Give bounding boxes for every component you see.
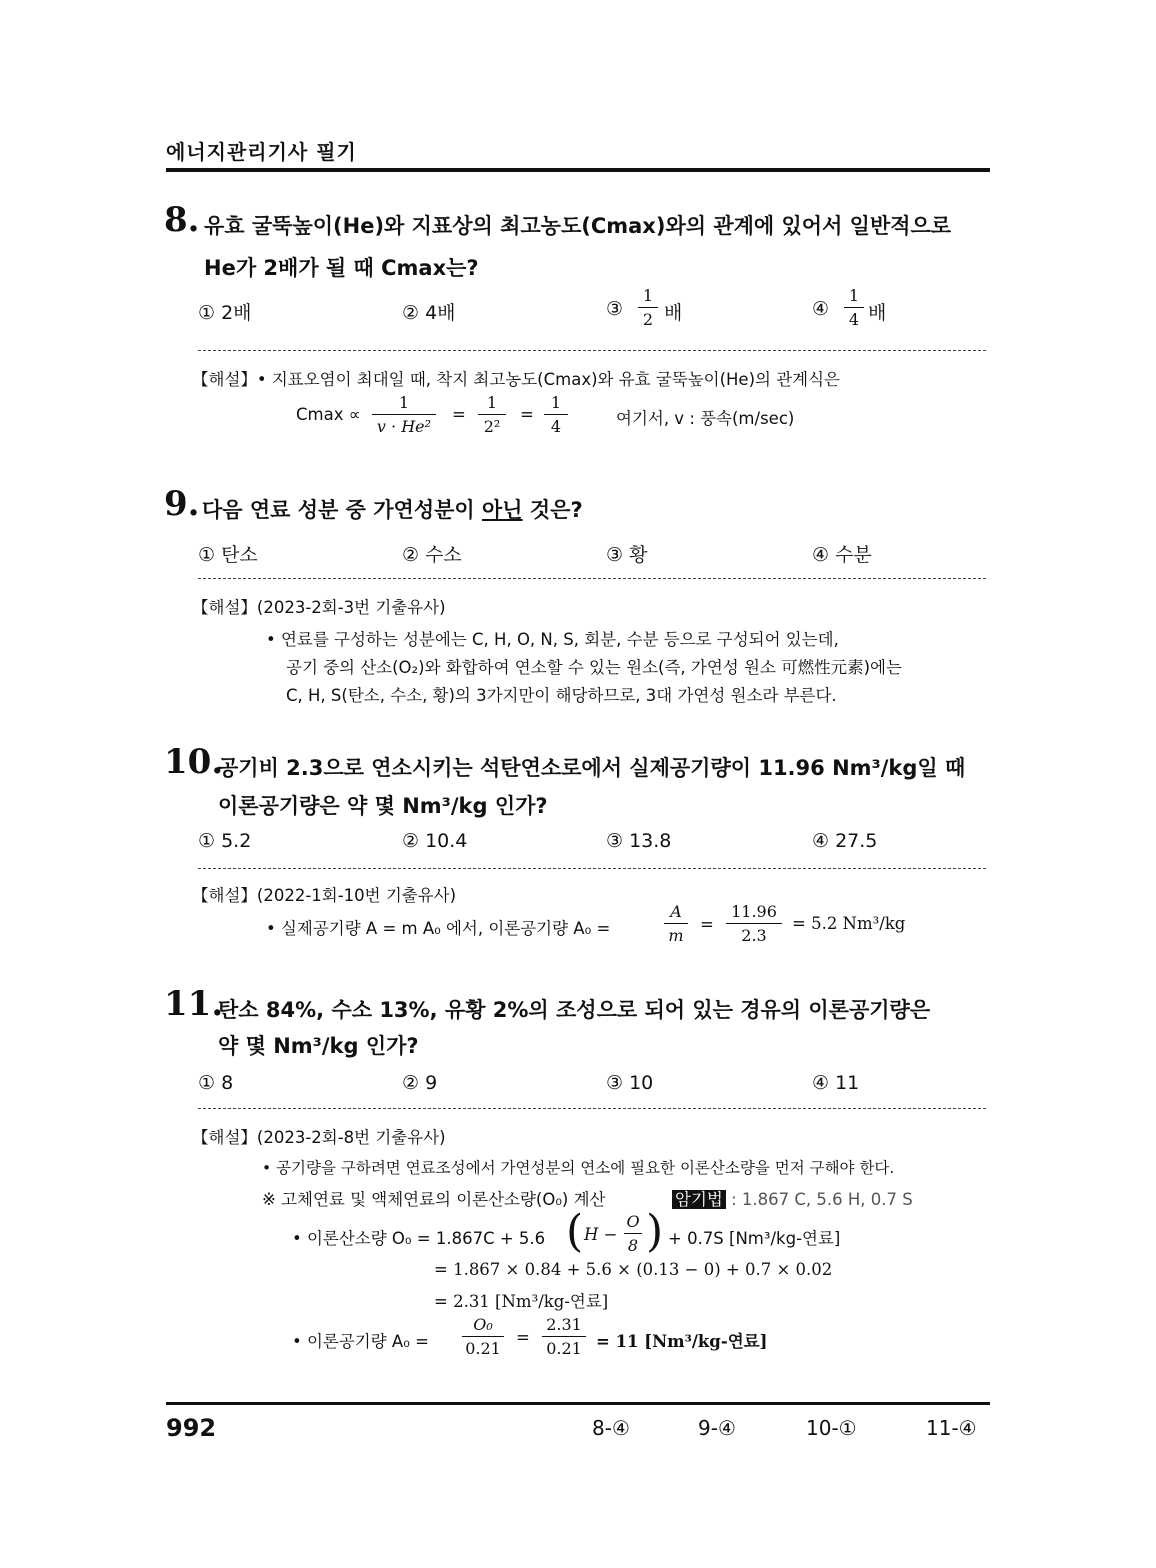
q10-stem-line1: 공기비 2.3으로 연소시키는 석탄연소로에서 실제공기량이 11.96 Nm³/kg일 때: [218, 756, 966, 780]
q8-choice-2[interactable]: ② 4배: [402, 302, 456, 324]
answer-key-10: 10-①: [806, 1416, 857, 1440]
q9-choice-4[interactable]: ④ 수분: [812, 544, 872, 566]
q10-frac2: 11.96 2.3: [726, 902, 782, 945]
paren-open: (: [566, 1206, 584, 1257]
paren-close: ): [646, 1206, 664, 1257]
q11-explanation-source: 【해설】(2023-2회-8번 기출유사): [192, 1128, 446, 1147]
q8-eq1: =: [452, 405, 466, 424]
q11-o0-post: + 0.7S [Nm³/kg-연료]: [668, 1229, 841, 1248]
q11-divider: [198, 1108, 986, 1109]
q11-a0-frac1: O₀ 0.21: [462, 1315, 504, 1358]
footer-rule: [166, 1402, 990, 1405]
q10-eq: =: [700, 915, 714, 934]
q8-choice-3[interactable]: [606, 298, 623, 320]
q8-stem-line2: He가 2배가 될 때 Cmax는?: [204, 256, 479, 280]
q11-choice-2[interactable]: ② 9: [402, 1072, 438, 1094]
q9-expl-line1: • 연료를 구성하는 성분에는 C, H, O, N, S, 회분, 수분 등으로 구성되어 있는데,: [266, 630, 839, 649]
q9-choice-2[interactable]: ② 수소: [402, 544, 462, 566]
q10-choice-1[interactable]: ① 5.2: [198, 830, 252, 852]
q11-expl-line1: • 공기량을 구하려면 연료조성에서 가연성분의 연소에 필요한 이론산소량을 먼저 구해야 한다.: [262, 1159, 895, 1177]
memo-values: : 1.867 C, 5.6 H, 0.7 S: [731, 1190, 913, 1209]
q10-expl-text: • 실제공기량 A = m A₀ 에서, 이론공기량 A₀ =: [266, 919, 611, 938]
q8-choice-4-suffix: 배: [868, 302, 887, 324]
q8-explanation-intro: [192, 366, 840, 390]
q10-choice-2[interactable]: ② 10.4: [402, 830, 468, 852]
q8-choice-4[interactable]: [812, 298, 829, 320]
q8-choice-1[interactable]: ① 2배: [198, 302, 252, 324]
q10-frac1: A m: [664, 902, 688, 945]
q10-divider: [198, 868, 986, 869]
answer-key-8: 8-④: [592, 1416, 630, 1440]
q11-o0-line3: = 2.31 [Nm³/kg-연료]: [434, 1292, 609, 1311]
q11-o0-line2: = 1.867 × 0.84 + 5.6 × (0.13 − 0) + 0.7 × 0.02: [434, 1260, 833, 1279]
q8-choice-4-marker: ④: [812, 298, 830, 320]
q8-formula-frac1: 1 v · He²: [372, 393, 436, 436]
q8-choice-3-suffix: 배: [664, 302, 683, 324]
q9-explanation-source: 【해설】(2023-2회-3번 기출유사): [192, 598, 446, 617]
q11-a0-result: = 11 [Nm³/kg-연료]: [596, 1332, 768, 1351]
q8-stem-line1: 유효 굴뚝높이(He)와 지표상의 최고농도(Cmax)와의 관계에 있어서 일반적으로: [204, 214, 952, 238]
q10-choice-4[interactable]: ④ 27.5: [812, 830, 878, 852]
q8-divider: [198, 350, 986, 351]
q8-choice-3-marker: ③: [606, 298, 624, 320]
q10-result: = 5.2 Nm³/kg: [792, 914, 906, 933]
q11-o0-h: H −: [584, 1225, 618, 1244]
running-header: 에너지관리기사 필기: [166, 140, 357, 164]
q10-stem-line2: 이론공기량은 약 몇 Nm³/kg 인가?: [218, 794, 548, 818]
q11-choice-4[interactable]: ④ 11: [812, 1072, 860, 1094]
page-number: 992: [166, 1414, 217, 1442]
q8-choice-3-fraction: 1 2: [638, 286, 658, 329]
q8-expl-label: 【해설】: [192, 370, 257, 389]
q10-choice-3[interactable]: ③ 13.8: [606, 830, 672, 852]
q9-divider: [198, 578, 986, 579]
q9-choice-3[interactable]: ③ 황: [606, 544, 648, 566]
q9-expl-line2: 공기 중의 산소(O₂)와 화합하여 연소할 수 있는 원소(즉, 가연성 원소 可燃性元素)에는: [286, 658, 902, 677]
q8-formula-frac2: 1 2²: [478, 393, 506, 436]
q8-choice-4-fraction: 1 4: [844, 286, 864, 329]
q11-a0-pre: • 이론공기량 A₀ =: [292, 1332, 429, 1351]
q11-a0-frac2: 2.31 0.21: [542, 1315, 586, 1358]
q11-choice-3[interactable]: ③ 10: [606, 1072, 654, 1094]
q9-expl-line3: C, H, S(탄소, 수소, 황)의 3가지만이 해당하므로, 3대 가연성 원소라 부른다.: [286, 686, 837, 705]
q11-stem-line2: 약 몇 Nm³/kg 인가?: [218, 1034, 419, 1058]
q8-number: 8.: [164, 200, 200, 240]
q10-explanation-source: 【해설】(2022-1회-10번 기출유사): [192, 886, 457, 905]
answer-key-11: 11-④: [926, 1416, 977, 1440]
memo-tag: 암기법: [672, 1190, 726, 1209]
q9-stem: 다음 연료 성분 중 가연성분이 아닌 것은?: [202, 498, 583, 522]
q8-formula-frac3: 1 4: [544, 393, 568, 436]
q9-choice-1[interactable]: ① 탄소: [198, 544, 258, 566]
q11-number: 11.: [164, 984, 224, 1024]
q8-formula-lhs: Cmax ∝: [296, 405, 361, 424]
q11-choice-1[interactable]: ① 8: [198, 1072, 234, 1094]
q11-a0-eq: =: [516, 1328, 530, 1347]
q11-memo-line: ※ 고체연료 및 액체연료의 이론산소량(O₀) 계산 암기법 : 1.867 C, 5.6 H, 0.7 S: [262, 1190, 913, 1209]
q8-eq2: =: [520, 405, 534, 424]
answer-key-9: 9-④: [698, 1416, 736, 1440]
q11-o0-frac: O 8: [624, 1212, 642, 1255]
header-rule: [166, 168, 990, 172]
q11-stem-line1: 탄소 84%, 수소 13%, 유황 2%의 조성으로 되어 있는 경유의 이론공기량은: [218, 998, 931, 1022]
q9-emphasis: 아닌: [482, 498, 523, 522]
q11-o0-pre: • 이론산소량 O₀ = 1.867C + 5.6: [292, 1229, 546, 1248]
q8-expl-text: • 지표오염이 최대일 때, 착지 최고농도(Cmax)와 유효 굴뚝높이(He)의 관계식은: [256, 370, 840, 389]
q9-number: 9.: [164, 484, 200, 524]
q8-formula-note: 여기서, v : 풍속(m/sec): [616, 409, 795, 428]
q10-number: 10.: [164, 742, 224, 782]
